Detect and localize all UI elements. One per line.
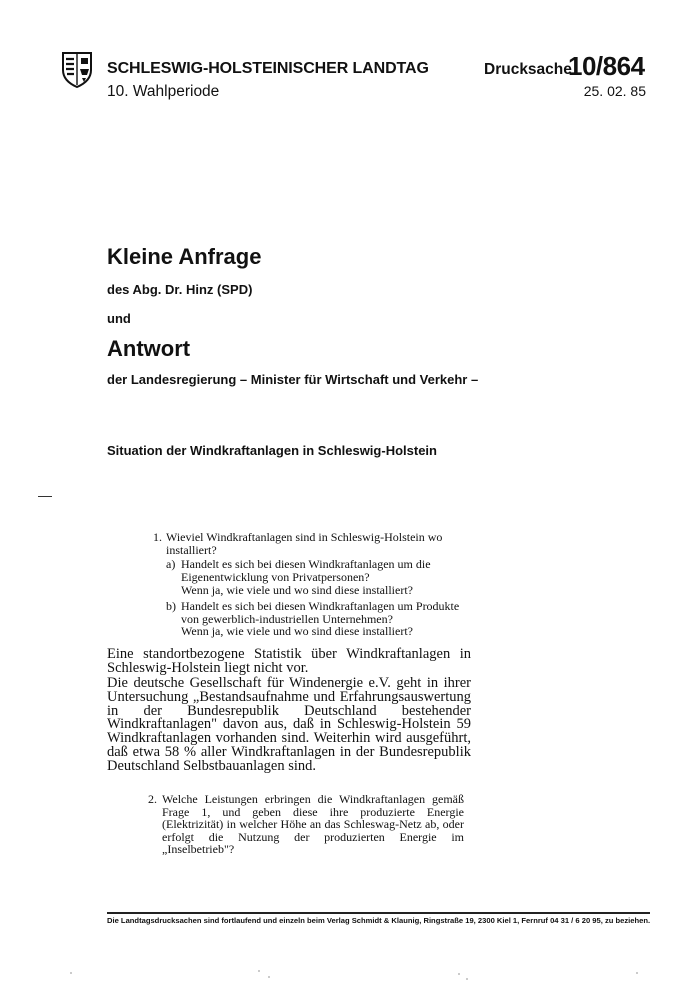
question-1a-label: a) xyxy=(166,557,176,571)
scan-speck xyxy=(70,972,72,974)
legislative-period: 10. Wahlperiode xyxy=(107,83,220,100)
scan-speck xyxy=(268,976,270,978)
question-2-text: Welche Leistungen erbringen die Windkraftanlagen gemäß Frage 1, und geben diese ihre produzierte Energie (Elektrizität) in welcher Höhe an das Schleswag-Netz ab, oder erfolgt die Nutzung der produzierten Energie im „Inselbetrieb"? xyxy=(162,792,464,856)
margin-mark xyxy=(38,496,52,497)
question-1b-text: Handelt es sich bei diesen Windkraftanlagen um Produkte von gewerblich-industriellen Unternehmen? xyxy=(181,599,460,626)
scan-speck xyxy=(466,978,468,980)
answer-title: Antwort xyxy=(107,336,191,361)
question-1-number: 1. xyxy=(153,530,162,544)
coat-of-arms-icon xyxy=(60,50,94,88)
parliament-name: SCHLESWIG-HOLSTEINISCHER LANDTAG xyxy=(107,60,429,77)
footer-note: Die Landtagsdrucksachen sind fortlaufend und einzeln beim Verlag Schmidt & Klaunig, Ringstraße 19, 2300 Kiel 1, Fernruf 04 31 / 6 20 95, zu beziehen. xyxy=(107,916,651,925)
scan-speck xyxy=(458,973,460,975)
scan-speck xyxy=(258,970,260,972)
question-1a-text: Handelt es sich bei diesen Windkraftanlagen um die Eigenentwicklung von Privatpersonen? xyxy=(181,557,431,584)
respondent: der Landesregierung – Minister für Wirtschaft und Verkehr – xyxy=(107,372,479,387)
document-date: 25. 02. 85 xyxy=(583,83,646,99)
question-1b-label: b) xyxy=(166,599,176,613)
document-type-title: Kleine Anfrage xyxy=(107,244,262,269)
question-2-number: 2. xyxy=(148,792,157,806)
question-1b-followup: Wenn ja, wie viele und wo sind diese installiert? xyxy=(181,624,413,638)
drucksache-number: 10/864 xyxy=(568,51,645,81)
footer-rule xyxy=(107,912,650,914)
question-1a-followup: Wenn ja, wie viele und wo sind diese installiert? xyxy=(181,583,413,597)
conjunction-und: und xyxy=(107,311,131,326)
scan-speck xyxy=(636,972,638,974)
answer-1-paragraph-1: Eine standortbezogene Statistik über Windkraftanlagen in Schleswig-Holstein liegt nicht vor. xyxy=(107,646,471,676)
drucksache-label: Drucksache xyxy=(484,61,572,78)
question-1-text: Wieviel Windkraftanlagen sind in Schleswig-Holstein wo installiert? xyxy=(166,530,443,557)
answer-1-paragraph-2: Die deutsche Gesellschaft für Windenergie e.V. geht in ihrer Untersuchung „Bestandsaufnahme und Erfahrungsauswertung in der Bundesrepublik Deutschland bestehender Windkraftanlagen" davon aus, daß in Schleswig-Holstein 59 Windkraftanlagen vorhanden sind. Weiterhin wird ausgeführt, daß etwa 58 % aller Windkraftanlagen in der Bundesrepublik Deutschland Selbstbauanlagen sind. xyxy=(107,675,471,774)
subject-heading: Situation der Windkraftanlagen in Schleswig-Holstein xyxy=(107,443,437,458)
inquiry-author: des Abg. Dr. Hinz (SPD) xyxy=(107,282,253,297)
